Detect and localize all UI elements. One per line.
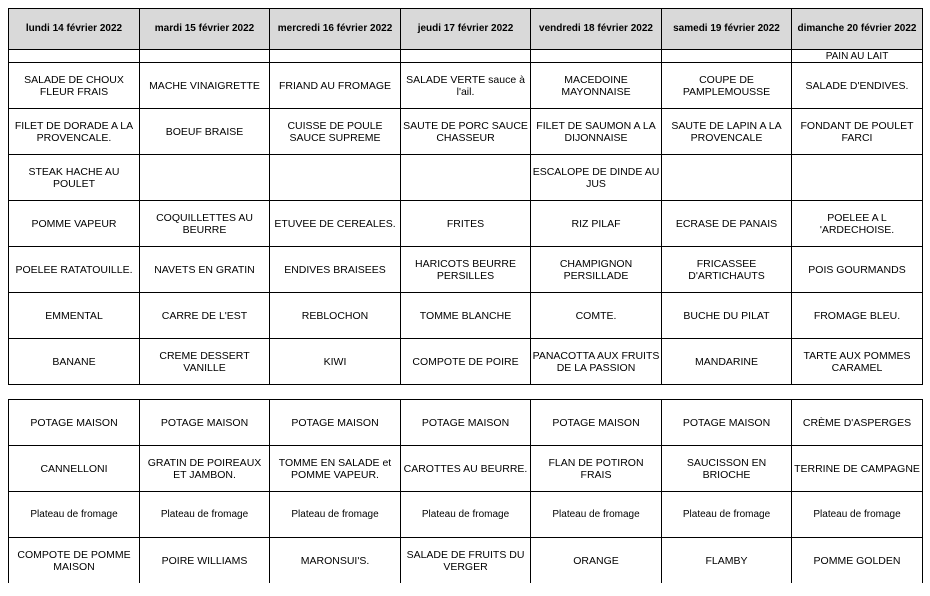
day-header: mardi 15 février 2022 <box>140 9 270 50</box>
menu-cell: CREME DESSERT VANILLE <box>140 339 270 385</box>
menu-cell: COQUILLETTES AU BEURRE <box>140 201 270 247</box>
day-header: jeudi 17 février 2022 <box>401 9 531 50</box>
menu-cell: EMMENTAL <box>9 293 140 339</box>
menu-cell: COMPOTE DE POIRE <box>401 339 531 385</box>
menu-cell: SALADE DE FRUITS DU VERGER <box>401 538 531 584</box>
menu-cell: FONDANT DE POULET FARCI <box>792 109 923 155</box>
menu-cell: Plateau de fromage <box>401 492 531 538</box>
menu-cell: REBLOCHON <box>270 293 401 339</box>
vegetable-side-row <box>9 247 923 293</box>
menu-cell: POTAGE MAISON <box>9 400 140 446</box>
menu-cell: POIS GOURMANDS <box>792 247 923 293</box>
menu-cell: PANACOTTA AUX FRUITS DE LA PASSION <box>531 339 662 385</box>
menu-cell: POTAGE MAISON <box>531 400 662 446</box>
menu-cell <box>140 50 270 63</box>
menu-cell <box>140 155 270 201</box>
menu-cell: FLAN DE POTIRON FRAIS <box>531 446 662 492</box>
menu-cell: FRICASSEE D'ARTICHAUTS <box>662 247 792 293</box>
menu-cell: MACEDOINE MAYONNAISE <box>531 63 662 109</box>
menu-cell: STEAK HACHE AU POULET <box>9 155 140 201</box>
menu-cell: FLAMBY <box>662 538 792 584</box>
menu-cell <box>401 155 531 201</box>
menu-cell: POIRE WILLIAMS <box>140 538 270 584</box>
menu-cell: BANANE <box>9 339 140 385</box>
header-row <box>9 9 923 50</box>
menu-cell: FRITES <box>401 201 531 247</box>
menu-cell: POTAGE MAISON <box>270 400 401 446</box>
menu-cell: ORANGE <box>531 538 662 584</box>
day-header: lundi 14 février 2022 <box>9 9 140 50</box>
menu-cell: BUCHE DU PILAT <box>662 293 792 339</box>
menu-cell: CANNELLONI <box>9 446 140 492</box>
day-header: dimanche 20 février 2022 <box>792 9 923 50</box>
menu-cell: TOMME EN SALADE et POMME VAPEUR. <box>270 446 401 492</box>
menu-cell: TARTE AUX POMMES CARAMEL <box>792 339 923 385</box>
menu-cell <box>792 155 923 201</box>
menu-cell: TOMME BLANCHE <box>401 293 531 339</box>
menu-cell: CHAMPIGNON PERSILLADE <box>531 247 662 293</box>
menu-cell <box>270 155 401 201</box>
day-header: samedi 19 février 2022 <box>662 9 792 50</box>
dinner-dessert-row <box>9 538 923 584</box>
menu-cell: SAUTE DE PORC SAUCE CHASSEUR <box>401 109 531 155</box>
menu-cell: Plateau de fromage <box>140 492 270 538</box>
menu-cell: CARRE DE L'EST <box>140 293 270 339</box>
menu-cell <box>662 50 792 63</box>
starch-side-row <box>9 201 923 247</box>
menu-cell: POTAGE MAISON <box>140 400 270 446</box>
menu-cell: ESCALOPE DE DINDE AU JUS <box>531 155 662 201</box>
menu-cell <box>9 50 140 63</box>
menu-cell: NAVETS EN GRATIN <box>140 247 270 293</box>
cheese-platter-row <box>9 492 923 538</box>
main-course-row <box>9 109 923 155</box>
menu-cell: MARONSUI'S. <box>270 538 401 584</box>
dinner-main-row <box>9 446 923 492</box>
menu-cell: CRÈME D'ASPERGES <box>792 400 923 446</box>
menu-cell: ENDIVES BRAISEES <box>270 247 401 293</box>
menu-cell: SAUTE DE LAPIN A LA PROVENCALE <box>662 109 792 155</box>
day-header: vendredi 18 février 2022 <box>531 9 662 50</box>
starter-row <box>9 63 923 109</box>
menu-cell: FILET DE DORADE A LA PROVENCALE. <box>9 109 140 155</box>
menu-cell: BOEUF BRAISE <box>140 109 270 155</box>
menu-cell: COMPOTE DE POMME MAISON <box>9 538 140 584</box>
menu-cell: Plateau de fromage <box>531 492 662 538</box>
menu-cell: CUISSE DE POULE SAUCE SUPREME <box>270 109 401 155</box>
menu-cell: Plateau de fromage <box>792 492 923 538</box>
menu-cell <box>401 50 531 63</box>
menu-cell: HARICOTS BEURRE PERSILLES <box>401 247 531 293</box>
dinner-menu-table <box>8 399 923 583</box>
menu-cell: SALADE VERTE sauce à l'ail. <box>401 63 531 109</box>
menu-cell: Plateau de fromage <box>9 492 140 538</box>
extra-row <box>9 50 923 63</box>
menu-cell: CAROTTES AU BEURRE. <box>401 446 531 492</box>
menu-cell: MANDARINE <box>662 339 792 385</box>
menu-cell: KIWI <box>270 339 401 385</box>
menu-cell: POMME GOLDEN <box>792 538 923 584</box>
alternative-main-row <box>9 155 923 201</box>
soup-row <box>9 400 923 446</box>
menu-cell: PAIN AU LAIT <box>792 50 923 63</box>
menu-cell: POELEE A L 'ARDECHOISE. <box>792 201 923 247</box>
menu-cell: Plateau de fromage <box>662 492 792 538</box>
menu-cell: MACHE VINAIGRETTE <box>140 63 270 109</box>
menu-cell: COMTE. <box>531 293 662 339</box>
menu-cell: RIZ PILAF <box>531 201 662 247</box>
menu-cell: POTAGE MAISON <box>662 400 792 446</box>
menu-cell: ECRASE DE PANAIS <box>662 201 792 247</box>
menu-cell: POMME VAPEUR <box>9 201 140 247</box>
menu-cell: GRATIN DE POIREAUX ET JAMBON. <box>140 446 270 492</box>
menu-cell: FILET DE SAUMON A LA DIJONNAISE <box>531 109 662 155</box>
menu-cell: SALADE D'ENDIVES. <box>792 63 923 109</box>
menu-cell: SAUCISSON EN BRIOCHE <box>662 446 792 492</box>
menu-cell: POTAGE MAISON <box>401 400 531 446</box>
menu-cell: ETUVEE DE CEREALES. <box>270 201 401 247</box>
menu-cell: FRIAND AU FROMAGE <box>270 63 401 109</box>
menu-cell <box>662 155 792 201</box>
cheese-row <box>9 293 923 339</box>
menu-cell: TERRINE DE CAMPAGNE <box>792 446 923 492</box>
lunch-menu-table <box>8 8 923 385</box>
menu-cell: COUPE DE PAMPLEMOUSSE <box>662 63 792 109</box>
menu-cell: FROMAGE BLEU. <box>792 293 923 339</box>
menu-cell <box>270 50 401 63</box>
menu-cell: Plateau de fromage <box>270 492 401 538</box>
dessert-row <box>9 339 923 385</box>
day-header: mercredi 16 février 2022 <box>270 9 401 50</box>
menu-cell: SALADE DE CHOUX FLEUR FRAIS <box>9 63 140 109</box>
menu-cell <box>531 50 662 63</box>
menu-cell: POELEE RATATOUILLE. <box>9 247 140 293</box>
